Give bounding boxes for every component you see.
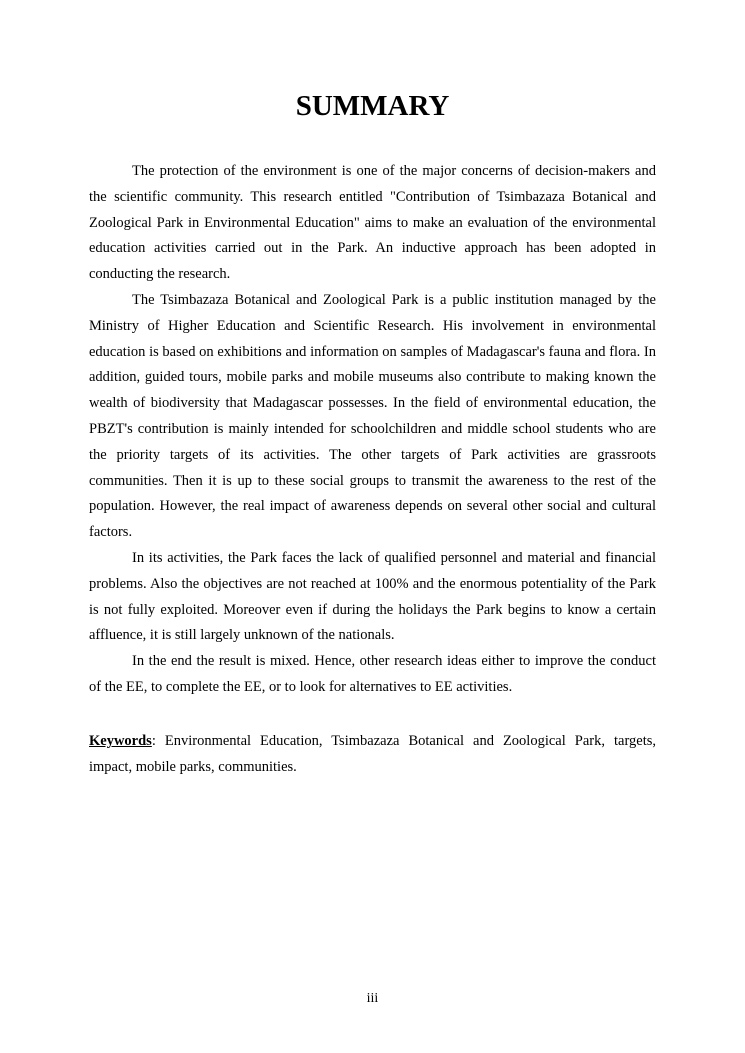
summary-body — [89, 159, 656, 701]
paragraph-2: The Tsimbazaza Botanical and Zoological Park is a public institution managed by the Ministry of Higher Education and Scientific Research. His involvement in environmental education is based on exhibitions and information on samples of Madagascar's fauna and flora. In addition, guided tours, mobile parks and mobile museums also contribute to making known the wealth of biodiversity that Madagascar possesses. In the field of environmental education, the PBZT's contribution is mainly intended for schoolchildren and middle school students who are the priority targets of its activities. The other targets of Park activities are grassroots communities. Then it is up to these social groups to transmit the awareness to the rest of the population. However, the real impact of awareness depends on several other social and cultural factors. — [89, 291, 656, 541]
paragraph-4: In the end the result is mixed. Hence, other research ideas either to improve the conduct of the EE, to complete the EE, or to look for alternatives to EE activities. — [89, 653, 656, 695]
keywords-line — [89, 729, 656, 781]
page-number: iii — [366, 991, 379, 1006]
paragraph-3: In its activities, the Park faces the lack of qualified personnel and material and financial problems. Also the objectives are not reached at 100% and the enormous potentiality of the Park is not fully exploited. Moreover even if during the holidays the Park begins to know a certain affluence, it is still largely unknown of the nationals. — [89, 549, 656, 644]
keywords-label: Keywords — [89, 733, 152, 749]
page-title: SUMMARY — [295, 90, 450, 122]
keywords-text: : Environmental Education, Tsimbazaza Botanical and Zoological Park, targets, impact, mobile parks, communities. — [89, 733, 656, 775]
paragraph-1: The protection of the environment is one of the major concerns of decision-makers and the scientific community. This research entitled "Contribution of Tsimbazaza Botanical and Zoological Park in Environmental Education" aims to make an evaluation of the environmental education activities carried out in the Park. An inductive approach has been adopted in conducting the research. — [89, 163, 656, 283]
